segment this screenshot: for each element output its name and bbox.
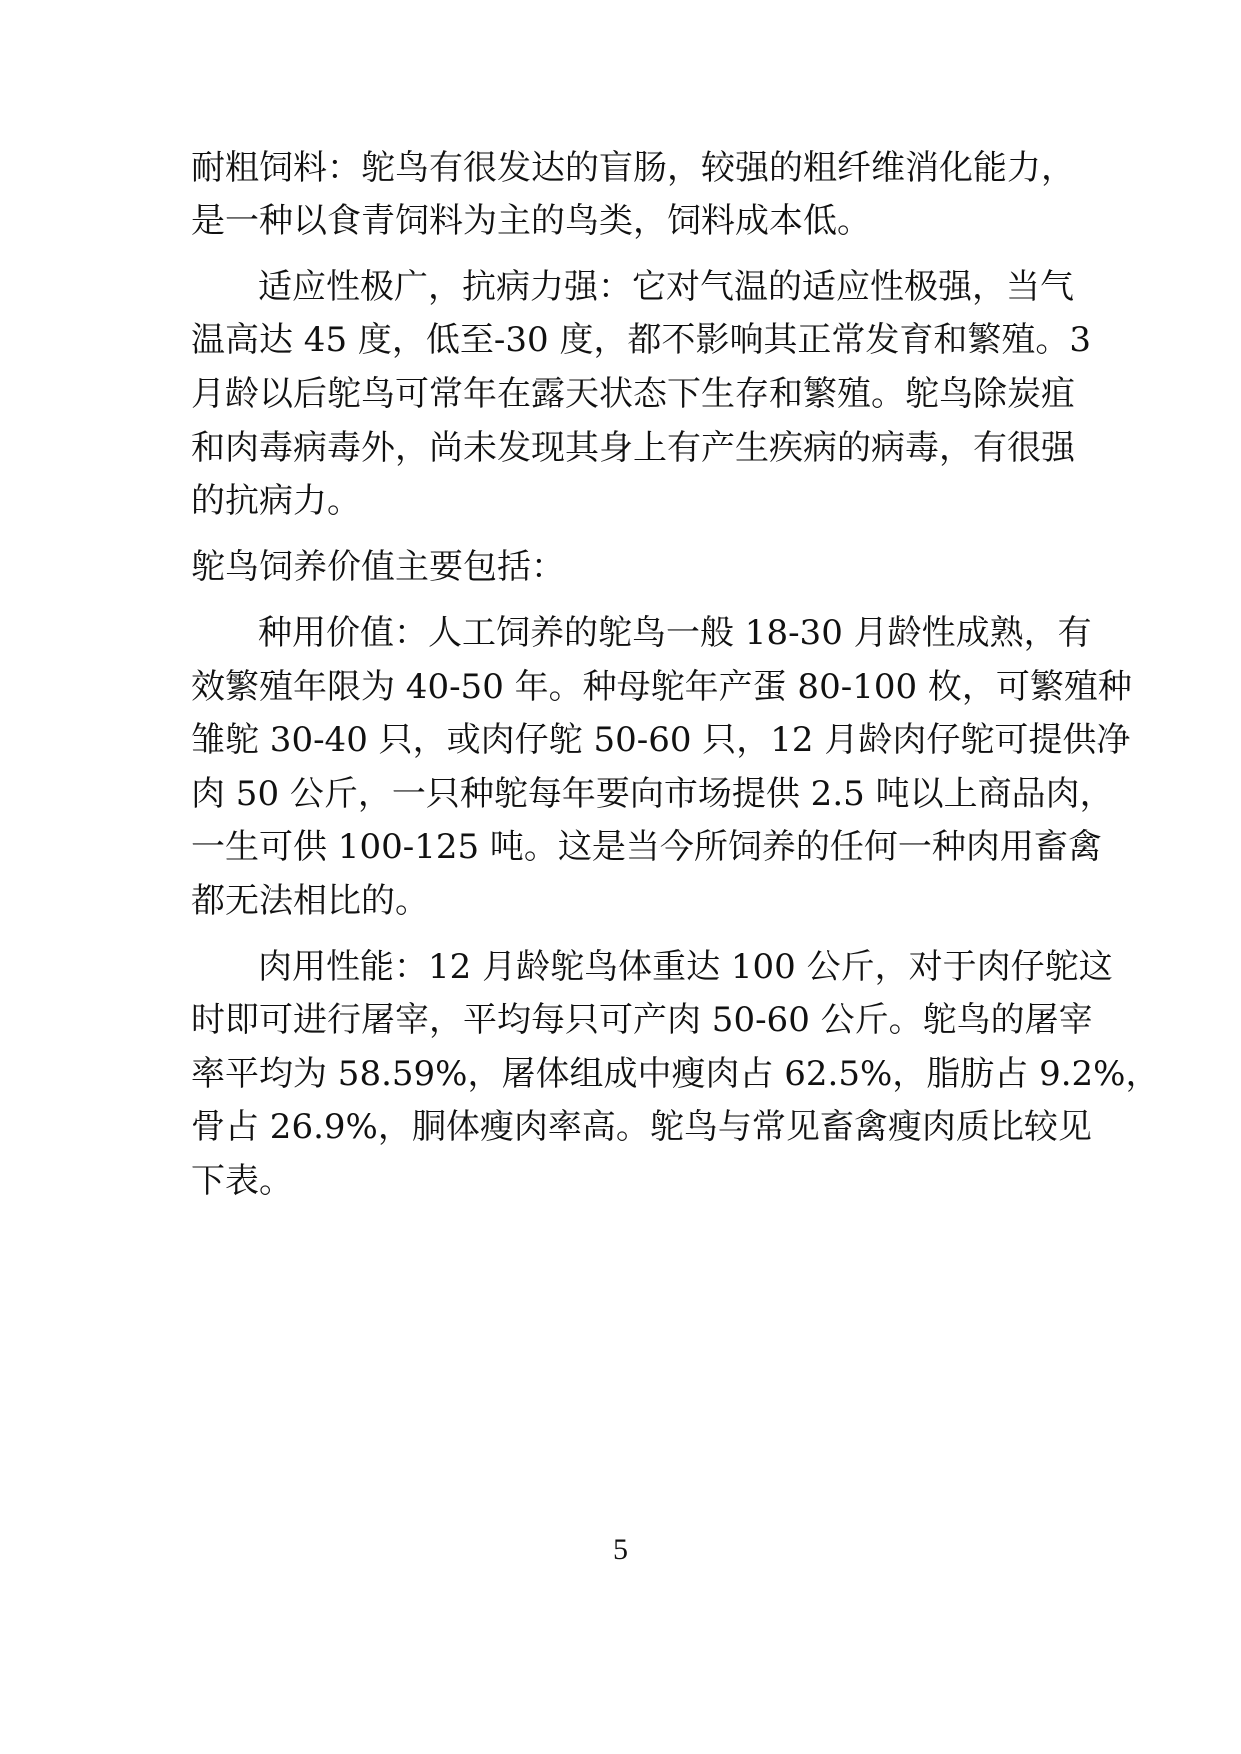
body-line: 的抗病力。 [191,481,361,521]
body-line: 骨占 26.9%，胴体瘦肉率高。鸵鸟与常见畜禽瘦肉质比较见 [191,1107,1092,1147]
body-line: 温高达 45 度，低至-30 度，都不影响其正常发育和繁殖。3 [191,320,1092,360]
body-line: 和肉毒病毒外，尚未发现其身上有产生疾病的病毒，有很强 [191,428,1075,468]
paragraph-breeding-value-line: 种用价值：人工饲养的鸵鸟一般 18-30 月龄性成熟，有 [258,613,1092,653]
body-line: 都无法相比的。 [191,881,429,921]
body-line: 下表。 [191,1161,293,1201]
section-heading-line: 鸵鸟饲养价值主要包括： [191,547,565,587]
body-line: 月龄以后鸵鸟可常年在露天状态下生存和繁殖。鸵鸟除炭疽 [191,374,1075,414]
body-line: 时即可进行屠宰，平均每只可产肉 50-60 公斤。鸵鸟的屠宰 [191,1000,1093,1040]
paragraph-meat-performance-line: 肉用性能：12 月龄鸵鸟体重达 100 公斤，对于肉仔鸵这 [258,947,1113,987]
body-line: 肉 50 公斤，一只种鸵每年要向市场提供 2.5 吨以上商品肉， [191,774,1114,814]
body-line: 是一种以食青饲料为主的鸟类，饲料成本低。 [191,201,871,241]
body-line: 率平均为 58.59%，屠体组成中瘦肉占 62.5%，脂肪占 9.2%， [191,1054,1160,1094]
body-line: 耐粗饲料：鸵鸟有很发达的盲肠，较强的粗纤维消化能力， [191,148,1075,188]
body-line: 一生可供 100-125 吨。这是当今所饲养的任何一种肉用畜禽 [191,827,1102,867]
page-number: 5 [613,1533,628,1566]
body-line: 雏鸵 30-40 只，或肉仔鸵 50-60 只，12 月龄肉仔鸵可提供净 [191,720,1131,760]
body-line: 效繁殖年限为 40-50 年。种母鸵年产蛋 80-100 枚，可繁殖种 [191,667,1132,707]
paragraph-adaptability-line: 适应性极广，抗病力强：它对气温的适应性极强，当气 [258,267,1074,307]
